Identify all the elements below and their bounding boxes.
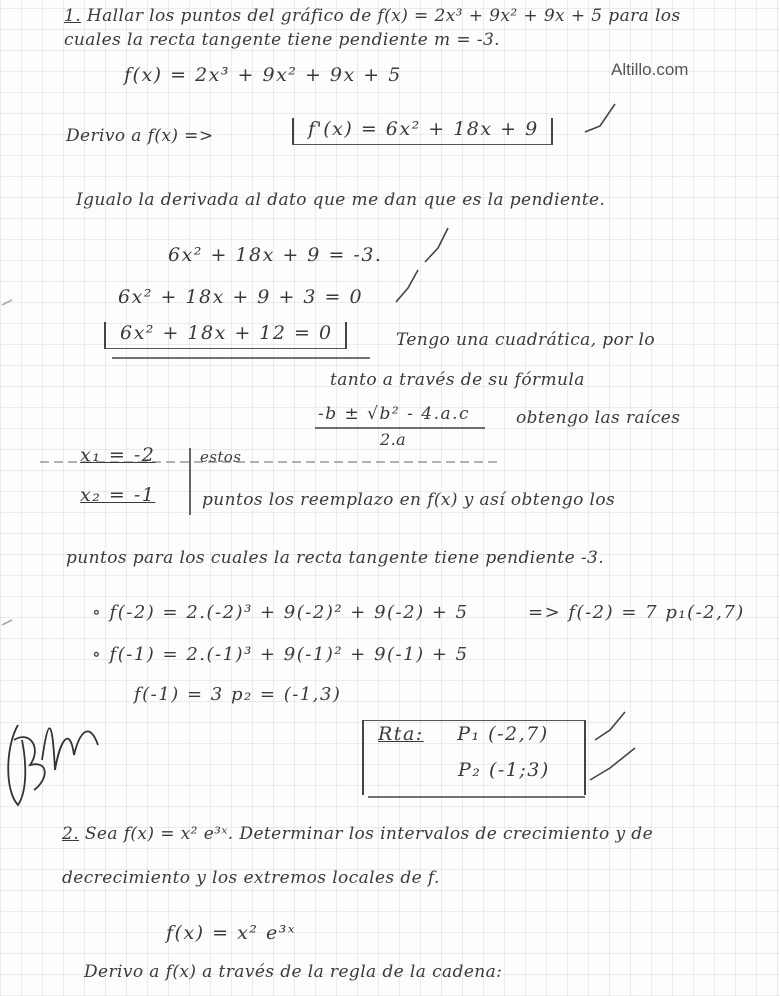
equation-step-1: 6x² + 18x + 9 = -3. bbox=[168, 244, 383, 266]
check-mark bbox=[396, 270, 418, 302]
quadratic-formula-denominator: 2.a bbox=[380, 430, 407, 449]
problem2-statement-line1 bbox=[62, 824, 653, 844]
evaluation-3: f(-1) = 3 p₂ = (-1,3) bbox=[134, 684, 342, 705]
problem2-statement-line2: decrecimiento y los extremos locales de f. bbox=[62, 868, 440, 888]
problem1-statement-text: Hallar los puntos del gráfico de f(x) = 2x³ + 9x² + 9x + 5 para los bbox=[86, 6, 681, 26]
roots-comment-2: puntos los reemplazo en f(x) y así obtengo los bbox=[202, 490, 616, 510]
check-mark bbox=[595, 712, 625, 740]
problem2-number: 2. bbox=[62, 824, 80, 844]
problem1-statement-line1 bbox=[64, 6, 681, 26]
check-mark bbox=[585, 104, 615, 132]
problem1-number: 1. bbox=[64, 6, 82, 26]
equation-step-2: 6x² + 18x + 9 + 3 = 0 bbox=[118, 286, 364, 308]
answer-label: Rta: bbox=[378, 723, 424, 745]
problem2-derive-instruction: Derivo a f(x) a través de la regla de la cadena: bbox=[84, 962, 503, 982]
equate-instruction: Igualo la derivada al dato que me dan que es la pendiente. bbox=[76, 190, 606, 210]
problem2-statement-text: Sea f(x) = x² e³ˣ. Determinar los intervalos de crecimiento y de bbox=[84, 824, 654, 844]
answer-box bbox=[362, 720, 586, 795]
answer-p1: P₁ (-2,7) bbox=[457, 723, 549, 745]
signature bbox=[8, 725, 98, 805]
watermark: Altillo.com bbox=[611, 60, 689, 79]
margin-tick bbox=[2, 620, 12, 625]
check-mark bbox=[590, 748, 635, 780]
root-x2: x₂ = -1 bbox=[80, 484, 156, 506]
bullet: ∘ bbox=[92, 602, 110, 623]
check-mark bbox=[425, 228, 448, 262]
margin-tick bbox=[2, 300, 12, 305]
quadratic-note-1: Tengo una cuadrática, por lo bbox=[396, 330, 655, 350]
quadratic-formula-numerator: -b ± √b² - 4.a.c bbox=[318, 404, 471, 424]
quadratic-note-2: tanto a través de su fórmula bbox=[330, 370, 585, 390]
evaluation-1: ∘ f(-2) = 2.(-2)³ + 9(-2)² + 9(-2) + 5 bbox=[92, 602, 469, 623]
roots-comment-1: estos bbox=[200, 448, 242, 466]
equation-step-3-boxed: 6x² + 18x + 12 = 0 bbox=[104, 322, 347, 349]
derive-label: Derivo a f(x) => bbox=[66, 126, 214, 146]
problem2-function: f(x) = x² e³ˣ bbox=[166, 922, 297, 944]
evaluation-2: ∘ f(-1) = 2.(-1)³ + 9(-1)² + 9(-1) + 5 bbox=[92, 644, 469, 665]
roots-note: obtengo las raíces bbox=[516, 408, 681, 428]
root-x1: x₁ = -2 bbox=[80, 444, 156, 466]
answer-p2: P₂ (-1;3) bbox=[458, 759, 550, 781]
roots-comment-3: puntos para los cuales la recta tangente tiene pendiente -3. bbox=[66, 548, 605, 568]
function-definition: f(x) = 2x³ + 9x² + 9x + 5 bbox=[124, 64, 402, 86]
bullet: ∘ bbox=[92, 644, 110, 665]
derivative-boxed: f'(x) = 6x² + 18x + 9 bbox=[292, 118, 553, 145]
evaluation-1-result: => f(-2) = 7 p₁(-2,7) bbox=[528, 602, 745, 623]
problem1-statement-line2: cuales la recta tangente tiene pendiente m = -3. bbox=[64, 30, 500, 50]
